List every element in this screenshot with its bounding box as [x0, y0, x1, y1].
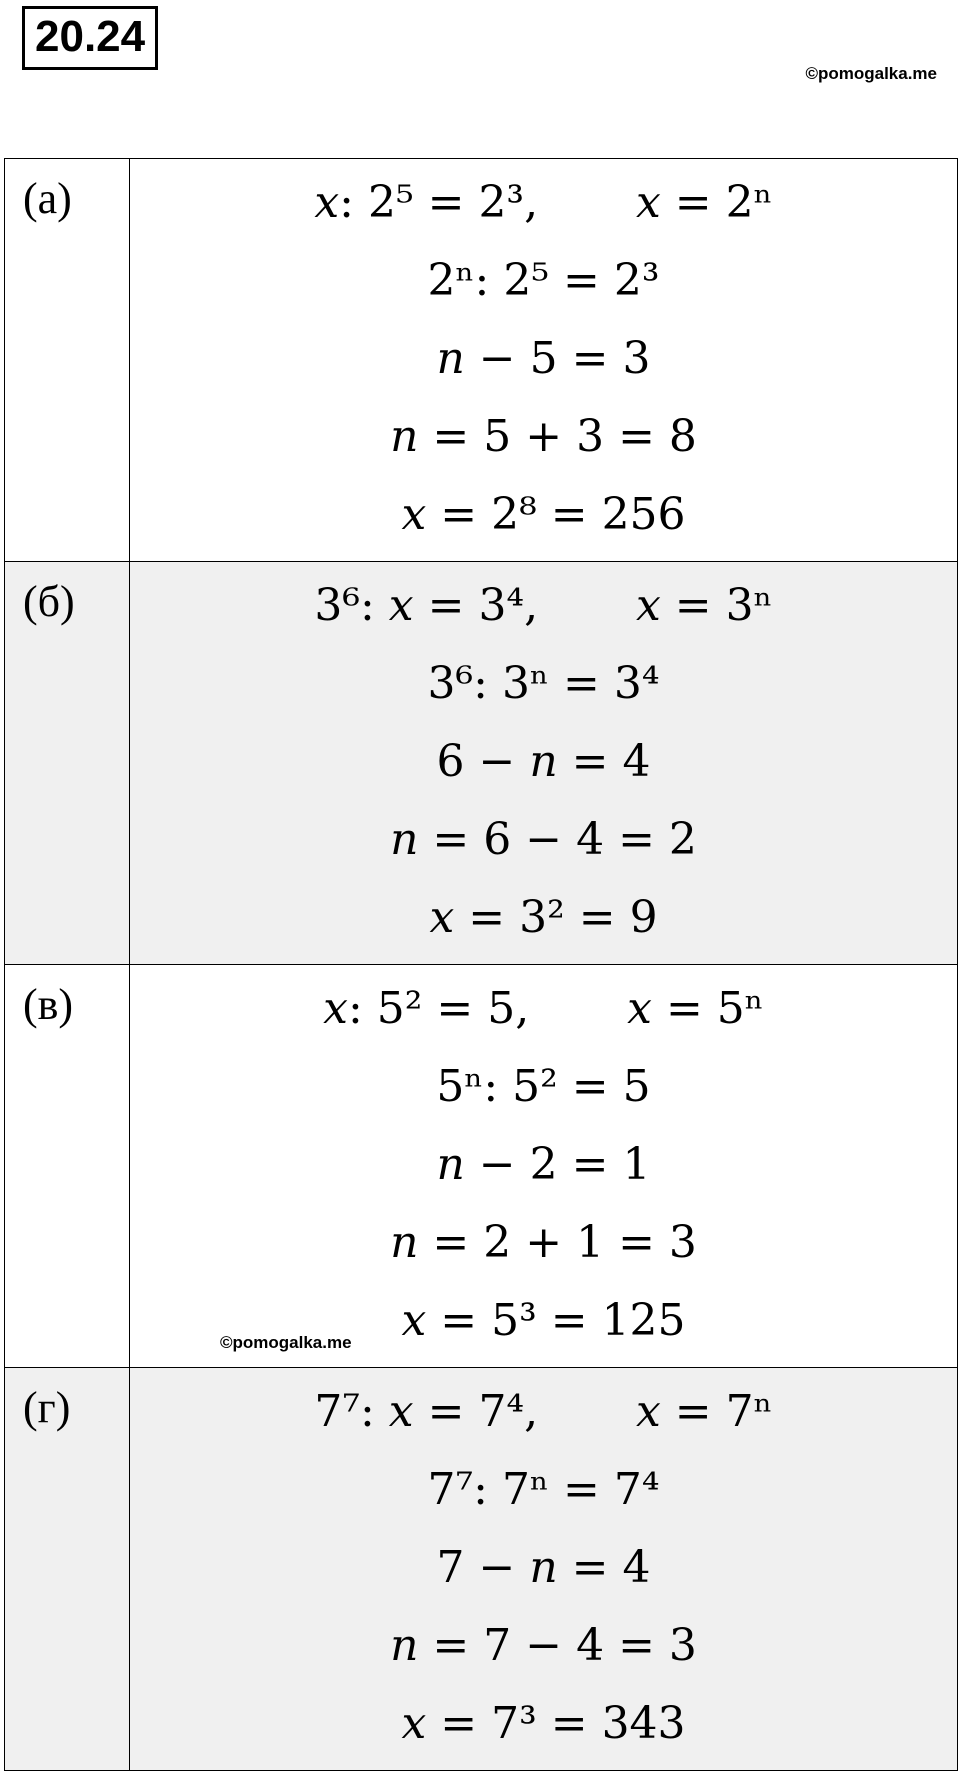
equation-line: 5ⁿ: 5² = 5 [436, 1061, 651, 1112]
equation-line: 7⁷: 𝑥 = 7⁴, 𝑥 = 7ⁿ [314, 1386, 773, 1437]
part-label: (б) [23, 577, 75, 626]
part-label-cell [5, 562, 130, 965]
watermark-top: ©pomogalka.me [805, 64, 937, 83]
part-label-cell [5, 965, 130, 1368]
part-row-g [5, 1368, 958, 1771]
part-label: (в) [23, 980, 74, 1029]
equation-line: 𝑥: 2⁵ = 2³, 𝑥 = 2ⁿ [314, 177, 773, 228]
part-solution-cell [130, 562, 958, 965]
part-label-cell [5, 1368, 130, 1771]
equation-line: 𝑛 = 5 + 3 = 8 [390, 411, 697, 462]
equation-line: 7⁷: 7ⁿ = 7⁴ [427, 1464, 660, 1515]
equation-line: 𝑥 = 2⁸ = 256 [401, 489, 686, 540]
equation-line: 3⁶: 𝑥 = 3⁴, 𝑥 = 3ⁿ [314, 580, 773, 631]
equation-line: 𝑥 = 7³ = 343 [401, 1698, 686, 1749]
equation-line: 𝑛 = 2 + 1 = 3 [390, 1217, 697, 1268]
part-solution-cell [130, 159, 958, 562]
part-solution-cell [130, 1368, 958, 1771]
equation-line: 2ⁿ: 2⁵ = 2³ [427, 255, 660, 306]
problem-number: 20.24 [22, 6, 158, 70]
watermark-inline: ©pomogalka.me [220, 1333, 352, 1352]
part-row-b [5, 562, 958, 965]
equation-line: 𝑥 = 5³ = 125 [401, 1295, 686, 1346]
equation-line: 𝑛 − 5 = 3 [436, 333, 651, 384]
part-row-v [5, 965, 958, 1368]
equation-line: 6 − 𝑛 = 4 [436, 736, 651, 787]
equation-line: 𝑛 = 6 − 4 = 2 [390, 814, 697, 865]
equation-line: 𝑛 = 7 − 4 = 3 [390, 1620, 697, 1671]
equation-line: 𝑥 = 3² = 9 [429, 892, 658, 943]
part-solution-cell [130, 965, 958, 1368]
solution-table [4, 158, 958, 1771]
part-label: (г) [23, 1383, 71, 1432]
equation-line: 3⁶: 3ⁿ = 3⁴ [427, 658, 660, 709]
part-row-a [5, 159, 958, 562]
equation-line: 𝑥: 5² = 5, 𝑥 = 5ⁿ [323, 983, 764, 1034]
equation-line: 𝑛 − 2 = 1 [436, 1139, 651, 1190]
equation-line: 7 − 𝑛 = 4 [436, 1542, 651, 1593]
part-label: (а) [23, 174, 72, 223]
part-label-cell [5, 159, 130, 562]
